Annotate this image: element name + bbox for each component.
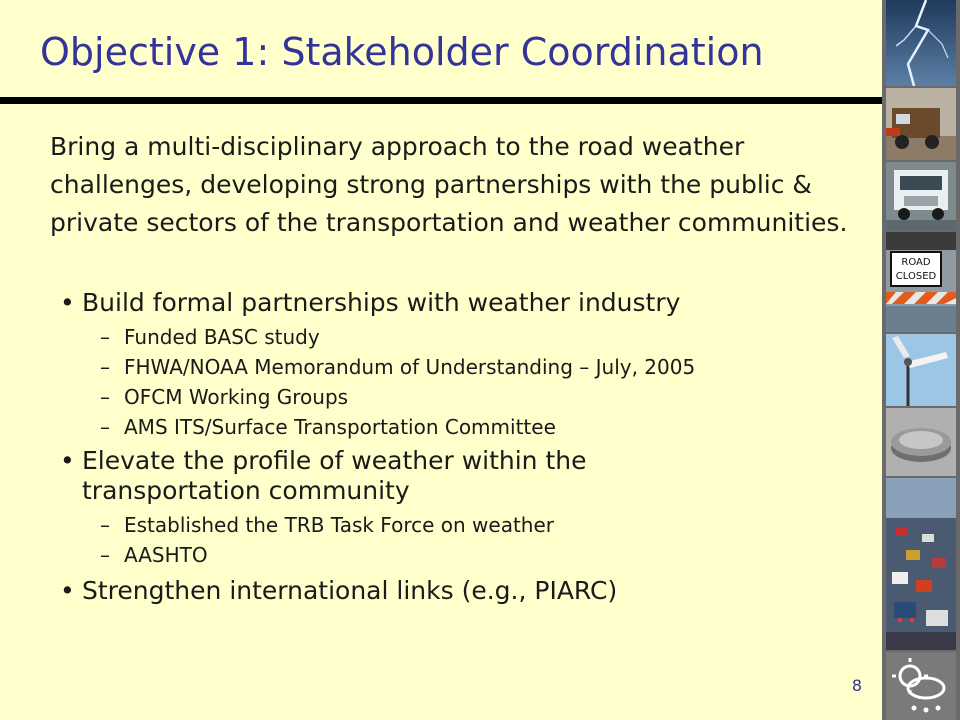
sub-bullet-item: – AASHTO	[100, 542, 880, 568]
bullet-list	[60, 288, 880, 606]
page-number: 8	[851, 676, 862, 695]
sub-bullet-item: – AMS ITS/Surface Transportation Committee	[100, 414, 880, 440]
sub-bullet-item: – OFCM Working Groups	[100, 384, 880, 410]
pavement-sensor-icon	[886, 408, 956, 476]
page-title: Objective 1: Stakeholder Coordination	[40, 30, 764, 74]
road-closed-sign-icon	[886, 232, 956, 332]
weather-symbol-icon	[886, 652, 956, 720]
sub-bullet-item: – FHWA/NOAA Memorandum of Understanding – July, 2005	[100, 354, 880, 380]
road-sign-line1: ROAD	[901, 257, 931, 268]
sub-bullet-item: – Funded BASC study	[100, 324, 880, 350]
title-divider	[0, 97, 882, 104]
bullet-item: • Build formal partnerships with weather industry	[60, 288, 880, 318]
traffic-jam-icon	[886, 478, 956, 650]
bullet-item: • Elevate the profile of weather within the transportation community	[60, 446, 880, 506]
truck-icon	[886, 162, 956, 230]
intro-paragraph: Bring a multi-disciplinary approach to the road weather challenges, developing strong partnerships with the public & private sectors of the transportation and weather communities.	[50, 132, 848, 237]
lightning-icon	[886, 0, 956, 86]
road-sign-line2: CLOSED	[895, 271, 937, 282]
image-sidebar	[882, 0, 960, 720]
wind-turbine-icon	[886, 334, 956, 406]
snowplow-icon	[886, 88, 956, 160]
bullet-item: • Strengthen international links (e.g., PIARC)	[60, 576, 880, 606]
sub-bullet-item: – Established the TRB Task Force on weather	[100, 512, 880, 538]
